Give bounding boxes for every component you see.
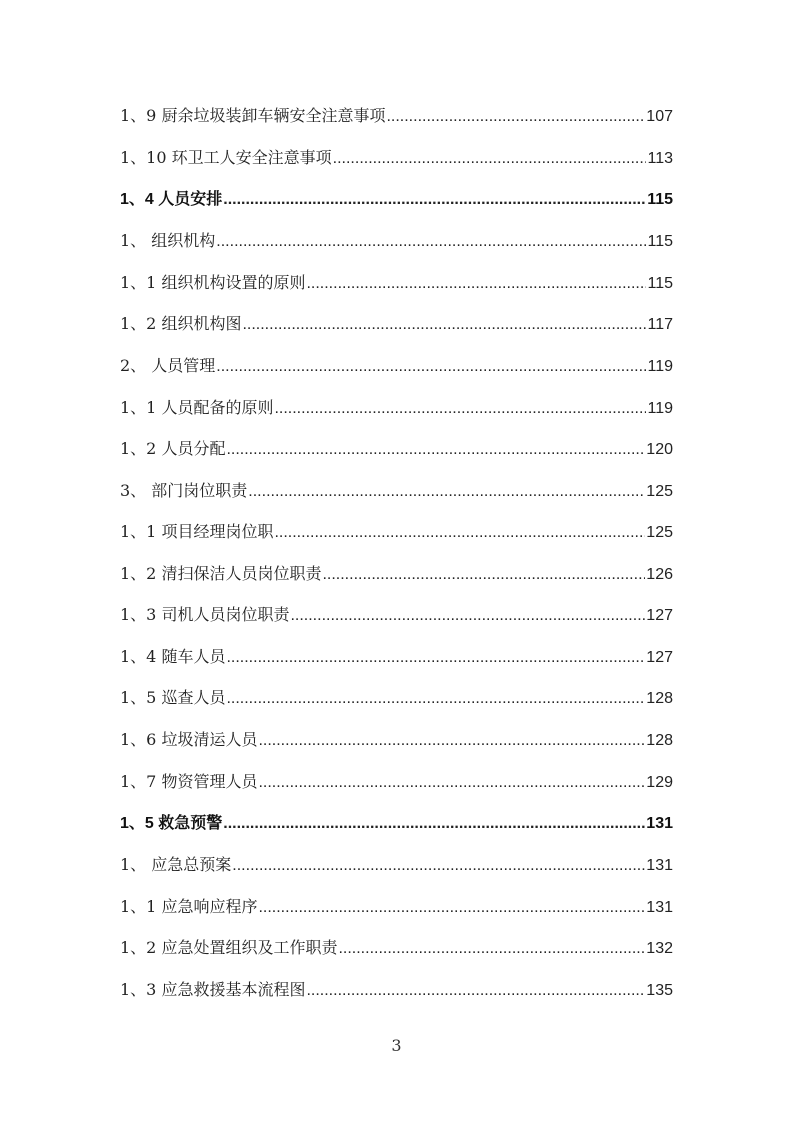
toc-entry-title: 2、 人员管理 <box>120 356 216 375</box>
toc-entry-title: 1、10 环卫工人安全注意事项 <box>120 148 332 167</box>
toc-entry-page: 115 <box>647 275 673 292</box>
toc-entry-title: 1、1 项目经理岗位职 <box>120 522 274 541</box>
toc-entry-page: 135 <box>646 982 673 999</box>
toc-entry[interactable] <box>120 562 673 586</box>
toc-entry-title: 1、5 救急预警 <box>120 815 223 832</box>
toc-entry-title: 1、7 物资管理人员 <box>120 772 258 791</box>
toc-dot-leader <box>333 147 647 171</box>
toc-entry-section[interactable] <box>120 812 673 836</box>
toc-entry[interactable] <box>120 271 673 295</box>
toc-entry[interactable] <box>120 229 673 253</box>
toc-entry-page: 128 <box>646 690 673 707</box>
toc-entry-page: 119 <box>647 400 673 417</box>
toc-dot-leader <box>226 687 645 711</box>
toc-entry[interactable] <box>120 603 673 627</box>
toc-entry-page: 125 <box>646 483 673 500</box>
toc-entry[interactable] <box>120 728 673 752</box>
toc-entry-page: 126 <box>646 566 673 583</box>
toc-entry-page: 115 <box>647 233 673 250</box>
toc-entry[interactable] <box>120 479 673 503</box>
toc-entry[interactable] <box>120 312 673 336</box>
toc-entry-title: 1、2 人员分配 <box>120 439 226 458</box>
toc-entry[interactable] <box>120 895 673 919</box>
toc-dot-leader <box>232 854 645 878</box>
toc-entry-title: 1、 应急总预案 <box>120 855 232 874</box>
toc-entry-page: 113 <box>647 150 673 167</box>
toc-entry-page: 107 <box>646 108 673 125</box>
toc-entry-page: 127 <box>646 649 673 666</box>
toc-dot-leader <box>216 230 646 254</box>
toc-dot-leader <box>274 397 646 421</box>
toc-entry-title: 1、6 垃圾清运人员 <box>120 730 258 749</box>
toc-dot-leader <box>258 896 645 920</box>
toc-dot-leader <box>242 313 646 337</box>
toc-entry-page: 120 <box>646 441 673 458</box>
toc-entry-title: 1、2 应急处置组织及工作职责 <box>120 938 338 957</box>
toc-entry-page: 128 <box>646 732 673 749</box>
toc-dot-leader <box>248 480 645 504</box>
toc-dot-leader <box>322 563 645 587</box>
page-number: 3 <box>391 1036 402 1055</box>
toc-entry[interactable] <box>120 853 673 877</box>
toc-entry-title: 1、9 厨余垃圾装卸车辆安全注意事项 <box>120 106 386 125</box>
toc-dot-leader <box>290 604 645 628</box>
toc-entry-title: 1、5 巡查人员 <box>120 688 226 707</box>
toc-entry-page: 132 <box>646 940 673 957</box>
toc-dot-leader <box>216 355 646 379</box>
toc-entry[interactable] <box>120 104 673 128</box>
toc-dot-leader <box>258 771 645 795</box>
toc-entry[interactable] <box>120 354 673 378</box>
toc-entry[interactable] <box>120 978 673 1002</box>
toc-dot-leader <box>306 979 645 1003</box>
toc-dot-leader <box>223 812 645 836</box>
toc-entry-title: 1、3 应急救援基本流程图 <box>120 980 306 999</box>
toc-entry-page: 131 <box>646 899 673 916</box>
toc-entry-title: 1、3 司机人员岗位职责 <box>120 605 290 624</box>
toc-dot-leader <box>338 937 645 961</box>
toc-entry-title: 1、1 组织机构设置的原则 <box>120 273 306 292</box>
toc-entry-page: 119 <box>647 358 673 375</box>
toc-entry-title: 1、2 清扫保洁人员岗位职责 <box>120 564 322 583</box>
toc-entry[interactable] <box>120 437 673 461</box>
toc-entry[interactable] <box>120 686 673 710</box>
toc-dot-leader <box>226 438 645 462</box>
toc-entry[interactable] <box>120 146 673 170</box>
toc-dot-leader <box>223 188 646 212</box>
toc-dot-leader <box>386 105 645 129</box>
toc-entry-title: 1、 组织机构 <box>120 231 216 250</box>
toc-entry[interactable] <box>120 396 673 420</box>
toc-entry-page: 131 <box>646 857 673 874</box>
toc-entry-page: 129 <box>646 774 673 791</box>
toc-entry-title: 1、4 人员安排 <box>120 191 223 208</box>
toc-entry-title: 3、 部门岗位职责 <box>120 481 248 500</box>
toc-entry[interactable] <box>120 645 673 669</box>
toc-entry-page: 125 <box>646 524 673 541</box>
toc-entry-page: 127 <box>646 607 673 624</box>
toc-entry-title: 1、4 随车人员 <box>120 647 226 666</box>
toc-entry-page: 131 <box>646 815 673 832</box>
toc-entry-section[interactable] <box>120 188 673 212</box>
toc-entry-title: 1、1 应急响应程序 <box>120 897 258 916</box>
toc-entry-title: 1、1 人员配备的原则 <box>120 398 274 417</box>
toc-entry[interactable] <box>120 770 673 794</box>
toc-entry-page: 117 <box>647 316 673 333</box>
toc-entry[interactable] <box>120 936 673 960</box>
toc-entry-page: 115 <box>647 191 673 208</box>
toc-dot-leader <box>258 729 645 753</box>
toc-dot-leader <box>306 272 646 296</box>
toc-dot-leader <box>226 646 645 670</box>
toc-dot-leader <box>274 521 645 545</box>
toc-entry-title: 1、2 组织机构图 <box>120 314 242 333</box>
toc-entry[interactable] <box>120 520 673 544</box>
